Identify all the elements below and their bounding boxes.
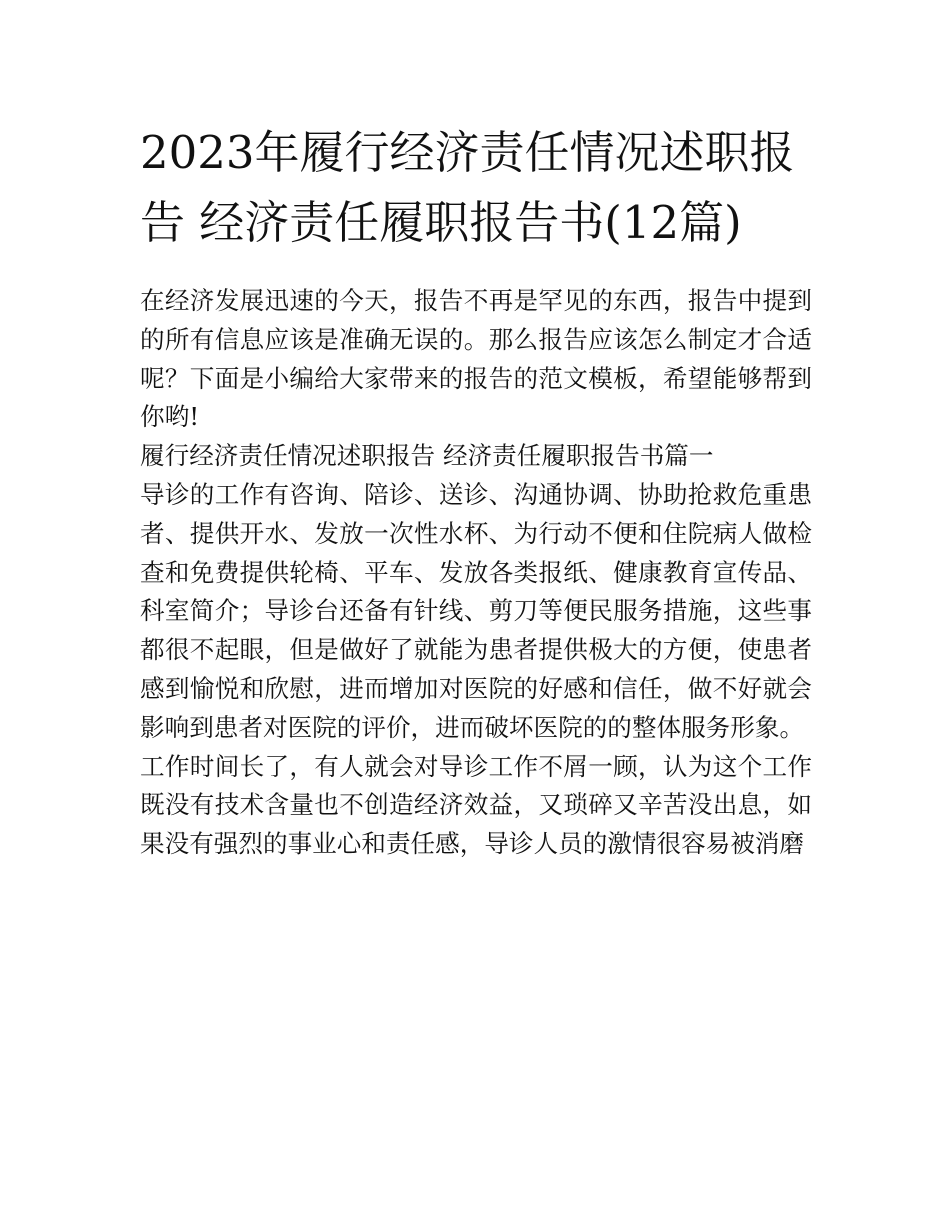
document-page bbox=[140, 118, 812, 864]
section-heading: 履行经济责任情况述职报告 经济责任履职报告书篇一 bbox=[140, 441, 714, 471]
document-title: 2023年履行经济责任情况述职报告 经济责任履职报告书(12篇) bbox=[140, 126, 795, 249]
intro-paragraph: 在经济发展迅速的今天，报告不再是罕见的东西，报告中提到的所有信息应该是准确无误的。那么报告应该怎么制定才合适呢？下面是小编给大家带来的报告的范文模板，希望能够帮到你哟! bbox=[140, 286, 812, 432]
body-paragraph-1: 导诊的工作有咨询、陪诊、送诊、沟通协调、协助抢救危重患者、提供开水、发放一次性水杯、为行动不便和住院病人做检查和免费提供轮椅、平车、发放各类报纸、健康教育宣传品、科室简介；导诊台还备有针线、剪刀等便民服务措施，这些事都很不起眼，但是做好了就能为患者提供极大的方便，使患者感到愉悦和欣慰，进而增加对医院的好感和信任，做不好就会影响到患者对医院的评价，进而破坏医院的的整体服务形象。 bbox=[140, 479, 812, 742]
body-paragraph-2: 工作时间长了，有人就会对导诊工作不屑一顾，认为这个工作既没有技术含量也不创造经济效益，又琐碎又辛苦没出息，如果没有强烈的事业心和责任感，导诊人员的激情很容易被消磨 bbox=[140, 751, 812, 859]
